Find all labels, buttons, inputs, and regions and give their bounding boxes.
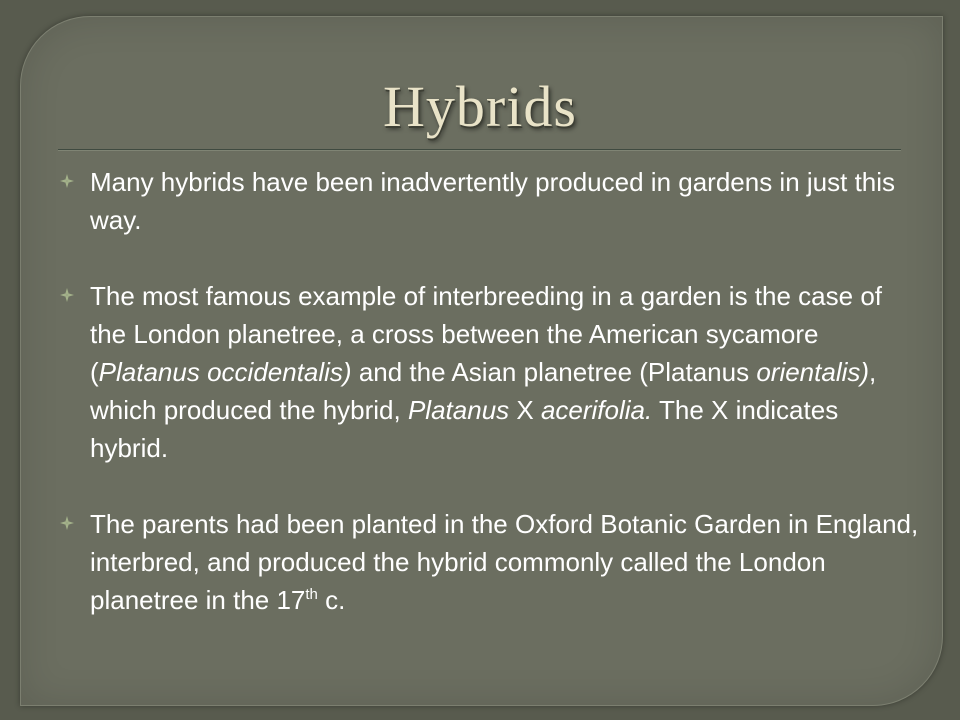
bullet-item <box>60 505 920 619</box>
superscript-text: th <box>305 586 318 603</box>
slide-title: Hybrids <box>383 74 577 139</box>
text-run: The X indicates hybrid. <box>90 395 839 463</box>
text-run: The most famous example of interbreeding in a garden is the case of the London planetree, a cross between the American sycamore ( <box>90 281 882 387</box>
text-run: c. <box>317 585 346 615</box>
text-run: X <box>509 395 541 425</box>
bullet-item <box>60 163 920 239</box>
diamond-bullet-icon <box>60 288 74 302</box>
bullet-text <box>90 167 895 235</box>
bullet-item <box>60 277 920 467</box>
italic-text: acerifolia. <box>540 395 653 425</box>
bullet-text <box>90 281 882 463</box>
text-run: and the Asian planetree (Platanus <box>351 357 757 387</box>
diamond-bullet-icon <box>60 516 74 530</box>
bullet-list <box>60 163 920 619</box>
text-run: Many hybrids have been inadvertently produced in gardens in just this way. <box>90 167 896 235</box>
text-run: , which produced the hybrid, <box>90 357 877 425</box>
bullet-text <box>90 509 918 615</box>
diamond-bullet-icon <box>60 174 74 188</box>
italic-text: Platanus occidentalis) <box>98 357 352 387</box>
title-divider <box>58 149 901 151</box>
italic-text: orientalis) <box>756 357 870 387</box>
text-run: The parents had been planted in the Oxford Botanic Garden in England, interbred, and produced the hybrid commonly called the London planetree in the 17 <box>90 509 919 615</box>
italic-text: Platanus <box>407 395 510 425</box>
